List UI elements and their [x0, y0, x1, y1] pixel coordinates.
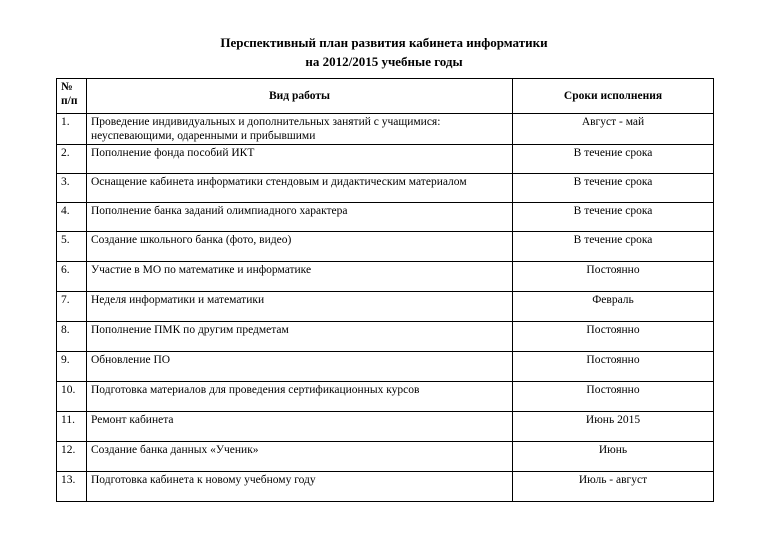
- row-work: Ремонт кабинета: [87, 412, 513, 442]
- row-term: Июнь: [513, 442, 714, 472]
- row-work: Пополнение банка заданий олимпиадного характера: [87, 203, 513, 232]
- row-work: Пополнение фонда пособий ИКТ: [87, 145, 513, 174]
- table-row: [57, 472, 714, 502]
- table-row: [57, 262, 714, 292]
- row-term: Постоянно: [513, 262, 714, 292]
- row-num: 13.: [57, 472, 87, 502]
- table-row: [57, 114, 714, 145]
- document-title: [0, 33, 768, 71]
- row-num: 4.: [57, 203, 87, 232]
- table-row: [57, 203, 714, 232]
- row-num: 7.: [57, 292, 87, 322]
- table-row: [57, 174, 714, 203]
- table-row: [57, 292, 714, 322]
- row-term: Июль - август: [513, 472, 714, 502]
- table-row: [57, 352, 714, 382]
- header-term: Сроки исполнения: [513, 79, 714, 114]
- title-line-1: Перспективный план развития кабинета информатики: [220, 35, 548, 50]
- row-term: Июнь 2015: [513, 412, 714, 442]
- row-work: Оснащение кабинета информатики стендовым и дидактическим материалом: [87, 174, 513, 203]
- row-term: В течение срока: [513, 232, 714, 262]
- table-row: [57, 322, 714, 352]
- row-num: 9.: [57, 352, 87, 382]
- row-work: Участие в МО по математике и информатике: [87, 262, 513, 292]
- row-term: Февраль: [513, 292, 714, 322]
- row-term: Постоянно: [513, 352, 714, 382]
- row-work: Подготовка материалов для проведения сертификационных курсов: [87, 382, 513, 412]
- row-work: Создание школьного банка (фото, видео): [87, 232, 513, 262]
- table-row: [57, 232, 714, 262]
- row-num: 1.: [57, 114, 87, 145]
- row-num: 12.: [57, 442, 87, 472]
- row-num: 8.: [57, 322, 87, 352]
- row-term: В течение срока: [513, 145, 714, 174]
- row-term: В течение срока: [513, 174, 714, 203]
- row-num: 6.: [57, 262, 87, 292]
- row-work: Пополнение ПМК по другим предметам: [87, 322, 513, 352]
- row-num: 5.: [57, 232, 87, 262]
- header-work: Вид работы: [87, 79, 513, 114]
- row-work: Проведение индивидуальных и дополнительных занятий с учащимися: неуспевающими, одаренными и прибывшими: [87, 114, 513, 145]
- table-row: [57, 412, 714, 442]
- row-work: Обновление ПО: [87, 352, 513, 382]
- title-line-2: на 2012/2015 учебные годы: [305, 54, 463, 69]
- plan-table: [56, 78, 714, 502]
- table-row: [57, 382, 714, 412]
- row-num: 3.: [57, 174, 87, 203]
- header-num: [57, 79, 87, 114]
- row-work: Неделя информатики и математики: [87, 292, 513, 322]
- row-num: 10.: [57, 382, 87, 412]
- table-row: [57, 442, 714, 472]
- header-num-line-1: №: [61, 81, 73, 93]
- row-term: В течение срока: [513, 203, 714, 232]
- table-row: [57, 145, 714, 174]
- row-num: 11.: [57, 412, 87, 442]
- table-header-row: [57, 79, 714, 114]
- row-term: Постоянно: [513, 322, 714, 352]
- row-work: Подготовка кабинета к новому учебному году: [87, 472, 513, 502]
- row-term: Постоянно: [513, 382, 714, 412]
- row-work: Создание банка данных «Ученик»: [87, 442, 513, 472]
- row-term: Август - май: [513, 114, 714, 145]
- row-num: 2.: [57, 145, 87, 174]
- header-num-line-2: п/п: [61, 95, 78, 107]
